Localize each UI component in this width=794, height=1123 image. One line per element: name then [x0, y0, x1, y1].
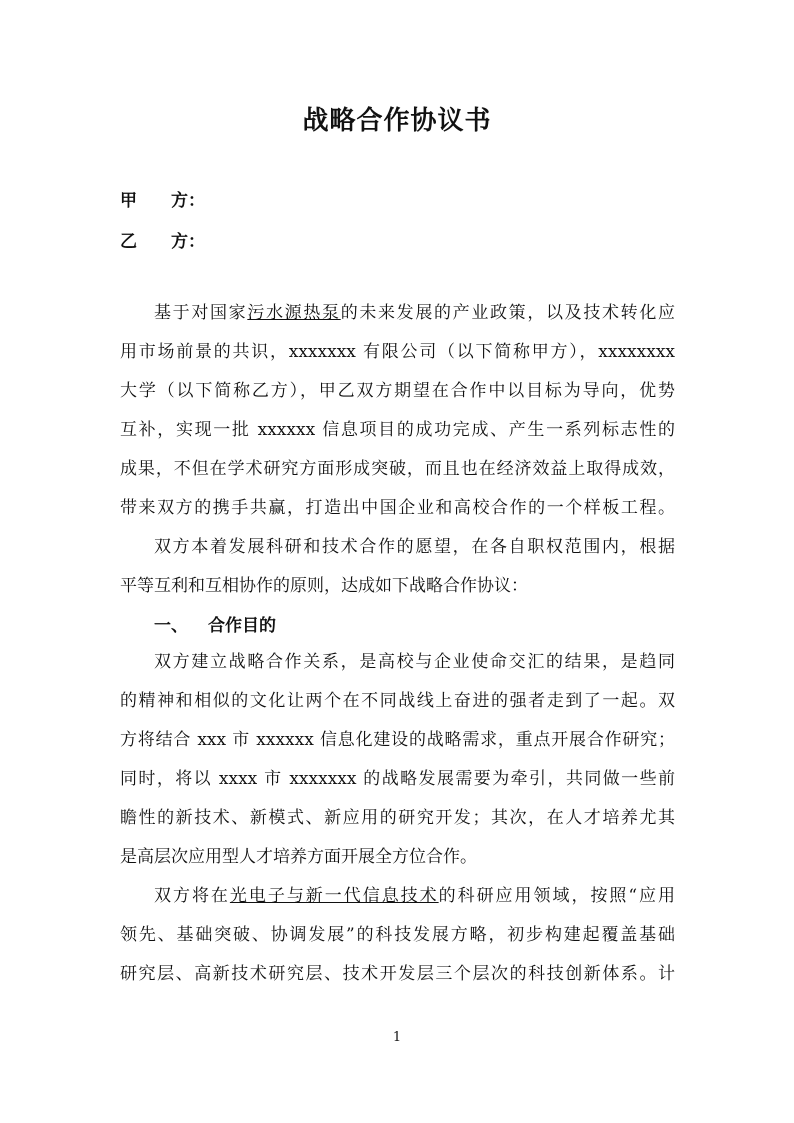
paragraph-line: 的精神和相似的文化让两个在不同战线上奋进的强者走到了一起。双	[120, 691, 675, 711]
paragraph-line: 互补，实现一批 xxxxxx 信息项目的成功完成、产生一系列标志性的	[120, 420, 675, 440]
paragraph-line: 平等互利和互相协作的原则，达成如下战略合作协议：	[120, 576, 528, 596]
underlined-text: 污水源热泵	[247, 303, 341, 323]
paragraph-line: 同时，将以 xxxx 市 xxxxxxx 的战略发展需要为牵引，共同做一些前	[120, 769, 675, 789]
party-a-char: 甲	[120, 191, 137, 211]
text: 的未来发展的产业政策，以及技术转化应	[340, 303, 676, 323]
paragraph-line: 瞻性的新技术、新模式、新应用的研究开发；其次，在人才培养尤其	[120, 808, 675, 828]
section-title: 合作目的	[208, 616, 276, 636]
paragraph-line: 研究层、高新技术研究层、技术开发层三个层次的科技创新体系。计	[120, 964, 675, 984]
paragraph-line: 方将结合 xxx 市 xxxxxx 信息化建设的战略需求，重点开展合作研究；	[120, 730, 675, 750]
paragraph-line: 带来双方的携手共赢，打造出中国企业和高校合作的一个样板工程。	[120, 498, 675, 518]
paragraph-line: 是高层次应用型人才培养方面开展全方位合作。	[120, 847, 477, 867]
paragraph-line	[154, 301, 675, 325]
document-title: 战略合作协议书	[302, 106, 492, 136]
paragraph-line: 成果，不但在学术研究方面形成突破，而且也在经济效益上取得成效，	[120, 459, 675, 479]
party-a-label	[120, 186, 205, 211]
paragraph-line: 领先、基础突破、协调发展”的科技发展方略，初步构建起覆盖基础	[120, 925, 675, 945]
paragraph-line: 双方建立战略合作关系，是高校与企业使命交汇的结果，是趋同	[154, 652, 675, 672]
paragraph-line	[154, 884, 675, 908]
paragraph-line: 大学（以下简称乙方），甲乙双方期望在合作中以目标为导向，优势	[120, 381, 675, 401]
paragraph-line: 双方本着发展科研和技术合作的愿望，在各自职权范围内，根据	[154, 537, 675, 557]
section-heading	[154, 611, 276, 636]
party-b-suffix: 方：	[171, 232, 205, 252]
party-b-label	[120, 227, 205, 252]
text: 基于对国家	[154, 303, 248, 323]
underlined-text: 光电子与新一代信息技术	[229, 886, 439, 906]
section-number: 一、	[154, 616, 188, 636]
party-b-char: 乙	[120, 232, 137, 252]
page-number: 1	[392, 1030, 402, 1045]
party-a-suffix: 方：	[171, 191, 205, 211]
text: 双方将在	[154, 886, 230, 906]
paragraph-line: 用市场前景的共识，xxxxxxx 有限公司（以下简称甲方），xxxxxxxx	[120, 342, 675, 362]
text: 的科研应用领域，按照“应用	[438, 886, 676, 906]
